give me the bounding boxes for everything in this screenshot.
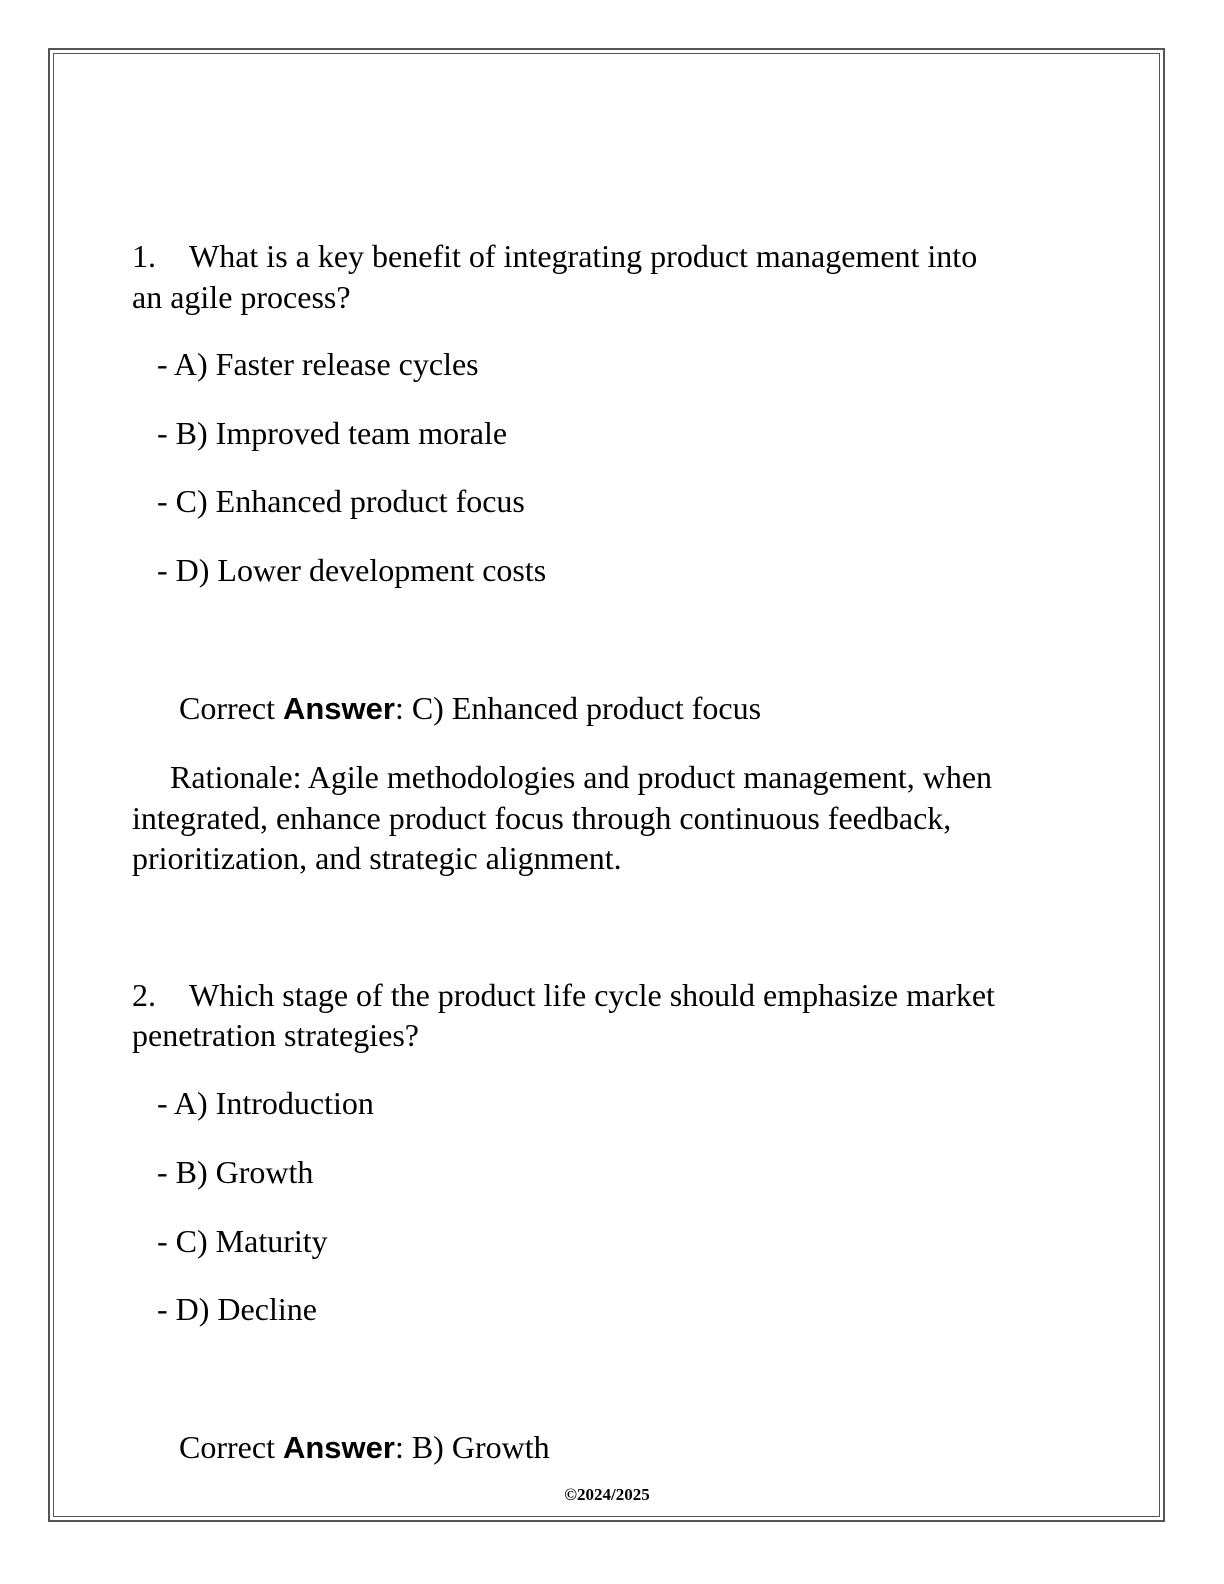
answer-label: Answer	[282, 691, 395, 726]
question-1-option-b: - B) Improved team morale	[157, 415, 508, 451]
answer-label: Answer	[282, 1430, 395, 1465]
answer-value: : C) Enhanced product focus	[394, 690, 762, 726]
question-2-option-c: - C) Maturity	[157, 1223, 328, 1259]
answer-prefix: Correct	[179, 1429, 283, 1465]
question-1-line-1	[132, 236, 977, 276]
question-1-rationale-line-2: integrated, enhance product focus through continuous feedback,	[132, 800, 952, 836]
question-1-rationale-line-3: prioritization, and strategic alignment.	[132, 840, 622, 876]
question-1-option-d: - D) Lower development costs	[157, 552, 547, 588]
copyright-footer: ©2024/2025	[564, 1485, 650, 1504]
question-2-text-line-2: penetration strategies?	[132, 1017, 419, 1053]
question-2-option-d: - D) Decline	[157, 1291, 317, 1327]
question-1-text-line-2: an agile process?	[132, 279, 351, 315]
answer-value: : B) Growth	[394, 1429, 550, 1465]
question-1-number: 1.	[132, 238, 156, 274]
question-2-number: 2.	[132, 977, 156, 1013]
question-2-line-1	[132, 975, 995, 1015]
question-1-correct-answer	[179, 688, 761, 729]
question-1-option-a: - A) Faster release cycles	[157, 346, 479, 382]
answer-prefix: Correct	[179, 690, 283, 726]
question-2-correct-answer	[179, 1427, 550, 1468]
question-1-option-c: - C) Enhanced product focus	[157, 483, 525, 519]
question-2-option-a: - A) Introduction	[157, 1085, 374, 1121]
question-2-text: Which stage of the product life cycle should emphasize market	[189, 977, 995, 1013]
question-1-text: What is a key benefit of integrating product management into	[189, 238, 978, 274]
question-2-option-b: - B) Growth	[157, 1154, 314, 1190]
question-1-rationale-line-1: Rationale: Agile methodologies and product management, when	[170, 759, 993, 795]
